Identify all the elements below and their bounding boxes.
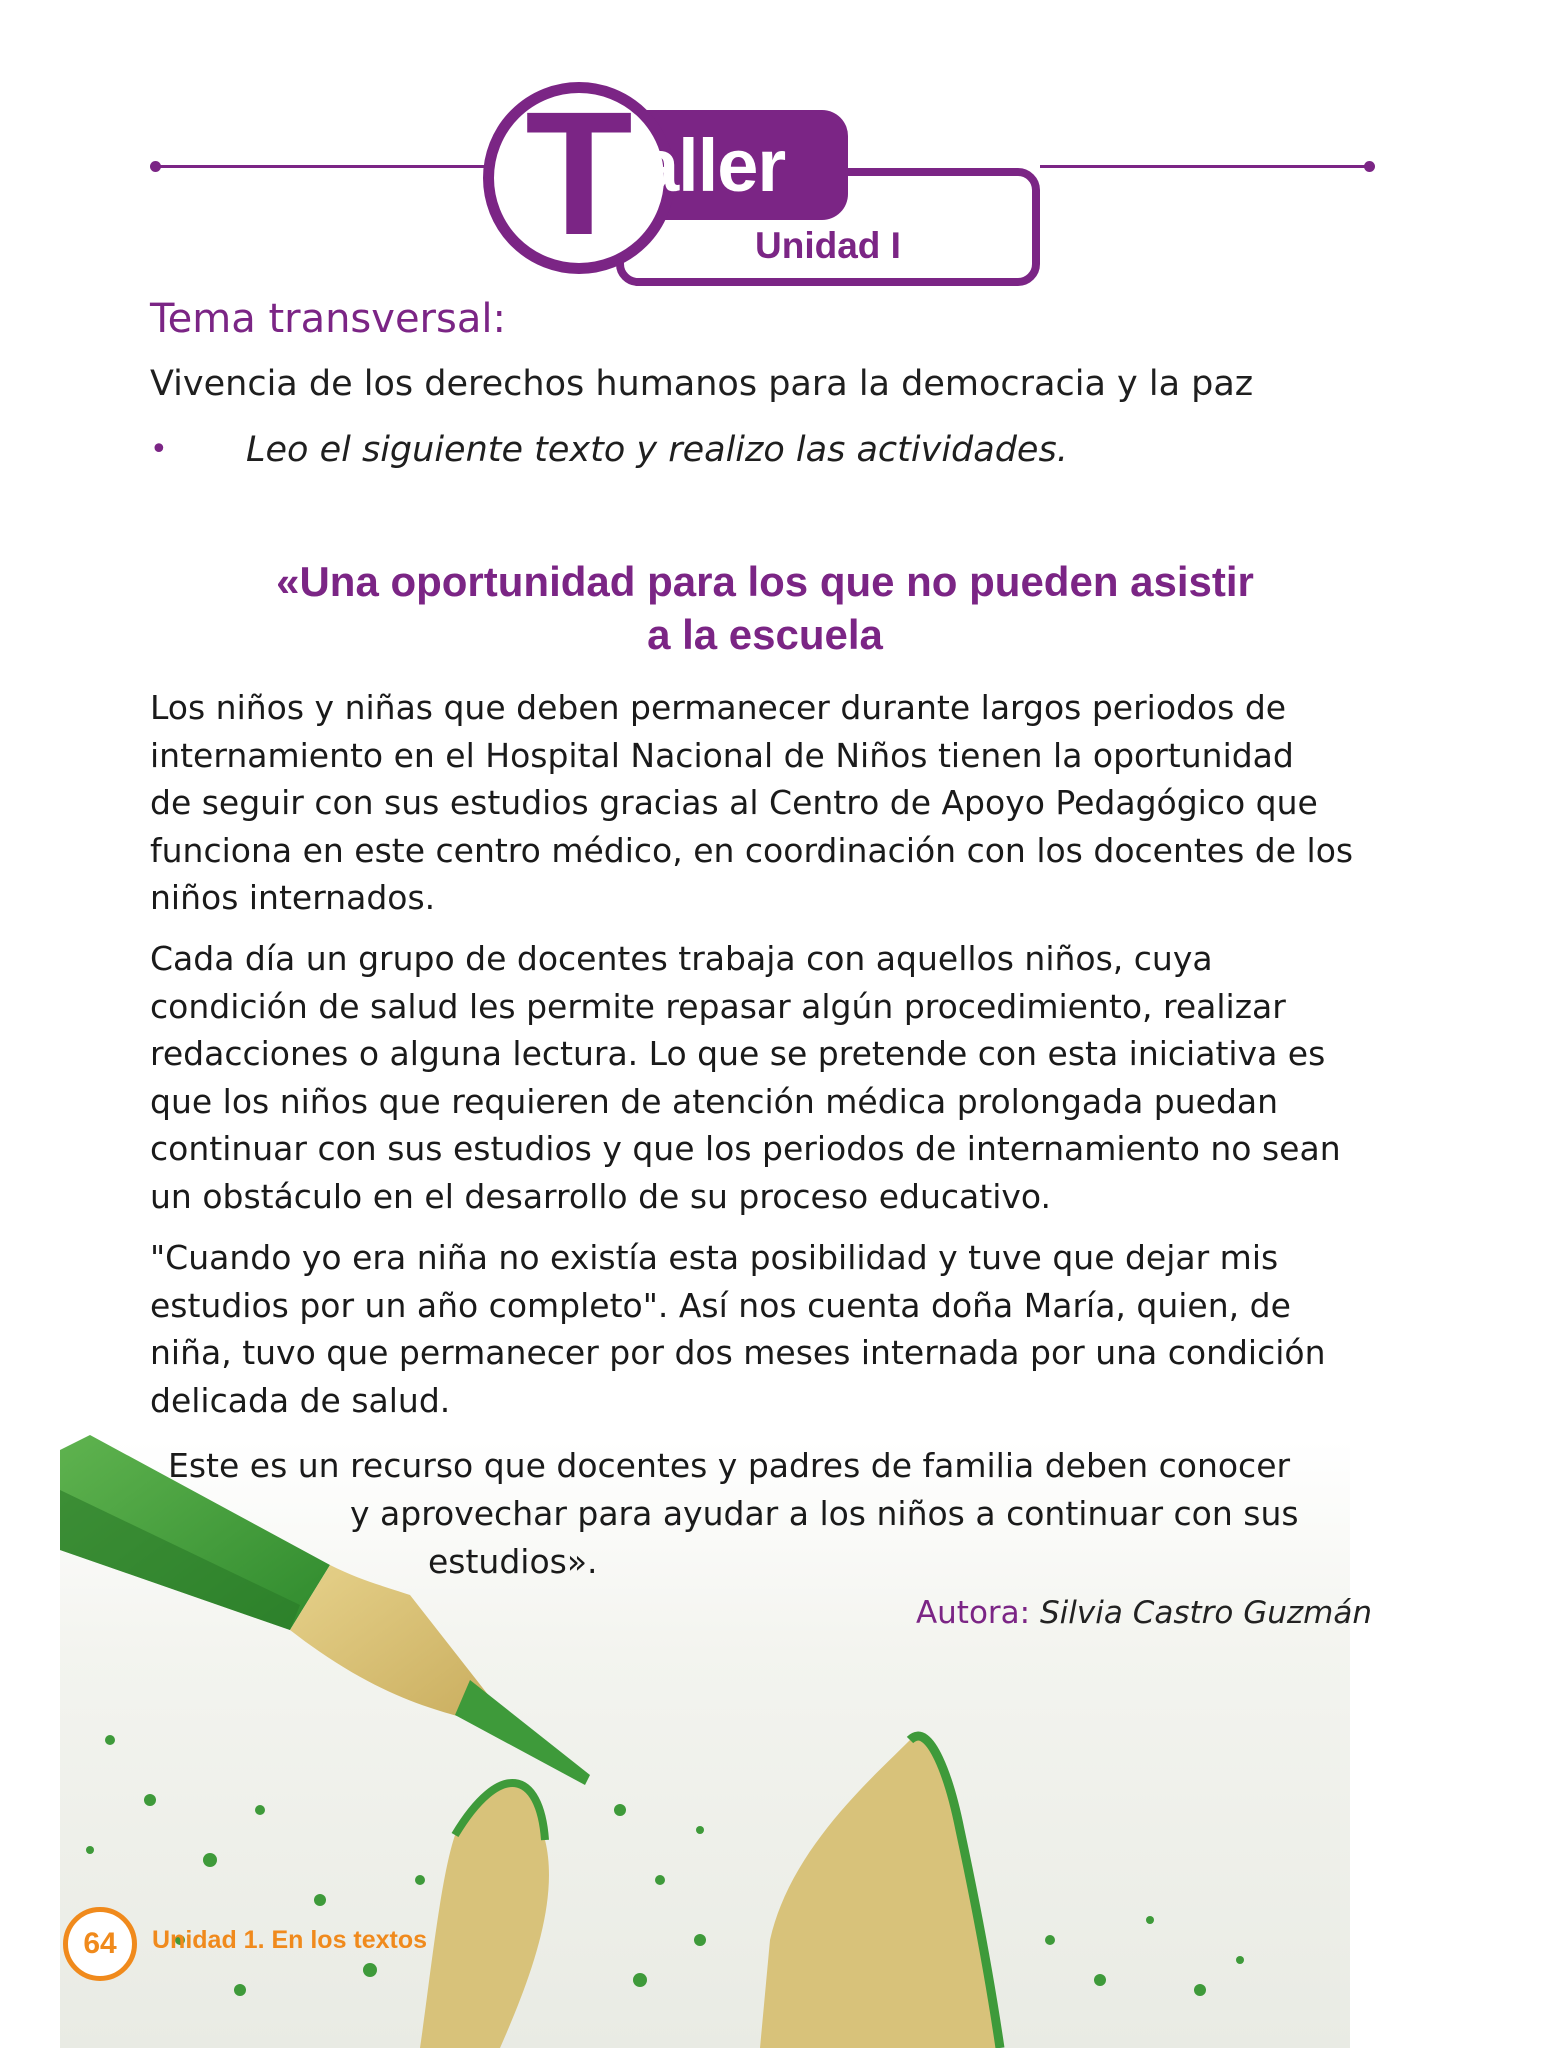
paragraph-line: internamiento en el Hospital Nacional de Niños tienen la oportunidad	[150, 735, 1294, 775]
header-dot-right	[1364, 161, 1375, 172]
paragraph-line: niña, tuvo que permanecer por dos meses internada por una condición	[150, 1333, 1326, 1372]
title-initial: T	[525, 76, 633, 272]
paragraph-line: continuar con sus estudios y que los periodos de internamiento no sean	[150, 1129, 1341, 1168]
paragraph-3	[150, 1234, 1400, 1424]
paragraph-line: funciona en este centro médico, en coordinación con los docentes de los	[150, 830, 1354, 870]
header-dot-left	[150, 161, 161, 172]
header-rule-right	[1040, 165, 1370, 168]
article-title-line2: a la escuela	[647, 611, 883, 658]
paragraph-line: redacciones o alguna lectura. Lo que se pretende con esta iniciativa es	[150, 1034, 1326, 1073]
page-number: 64	[83, 1927, 117, 1960]
instruction-bullet: •	[150, 432, 168, 467]
closing-line-3: estudios».	[428, 1542, 598, 1581]
paragraph-line: delicada de salud.	[150, 1380, 451, 1420]
paragraph-2	[150, 935, 1400, 1220]
author-credit	[916, 1595, 1372, 1631]
paragraph-line: que los niños que requieren de atención médica prolongada puedan	[150, 1081, 1279, 1121]
paragraph-line: estudios por un año completo". Así nos cuenta doña María, quien, de	[150, 1285, 1291, 1325]
paragraph-1	[150, 684, 1400, 922]
tema-label: Tema transversal:	[150, 296, 506, 342]
instruction-text: Leo el siguiente texto y realizo las actividades.	[246, 430, 1068, 470]
paragraph-line: de seguir con sus estudios gracias al Centro de Apoyo Pedagógico que	[150, 783, 1318, 822]
article-title-line1: «Una oportunidad para los que no pueden asistir	[276, 558, 1254, 605]
header-rule-left	[155, 165, 490, 168]
paragraph-line: Los niños y niñas que deben permanecer durante largos periodos de	[150, 688, 1287, 727]
title-rest: aller	[638, 124, 786, 207]
paragraph-line: condición de salud les permite repasar algún procedimiento, realizar	[150, 986, 1286, 1026]
unit-label: Unidad I	[755, 225, 901, 266]
paragraph-line: Cada día un grupo de docentes trabaja con aquellos niños, cuya	[150, 939, 1213, 978]
article-title	[150, 555, 1380, 661]
footer-unit-text: Unidad 1. En los textos	[152, 1926, 428, 1954]
author-name: Silvia Castro Guzmán	[1039, 1595, 1372, 1631]
closing-line-2: y aprovechar para ayudar a los niños a continuar con sus	[350, 1494, 1299, 1533]
paragraph-line: un obstáculo en el desarrollo de su proceso educativo.	[150, 1176, 1051, 1216]
closing-line-1: Este es un recurso que docentes y padres de familia deben conocer	[168, 1446, 1291, 1485]
tema-text: Vivencia de los derechos humanos para la democracia y la paz	[150, 364, 1254, 404]
paragraph-line: niños internados.	[150, 878, 436, 917]
paragraph-line: "Cuando yo era niña no existía esta posibilidad y tuve que dejar mis	[150, 1238, 1279, 1277]
author-label: Autora:	[915, 1595, 1031, 1631]
